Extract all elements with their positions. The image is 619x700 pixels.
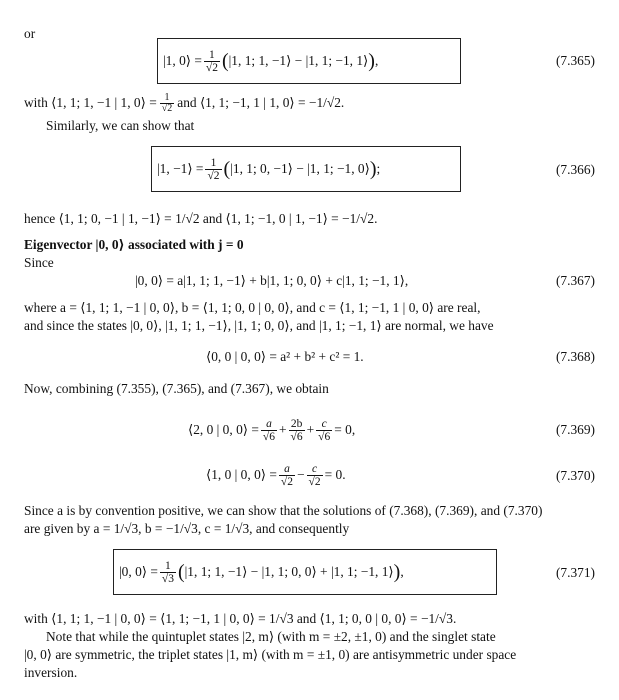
eq-371-number: (7.371) — [555, 565, 595, 580]
eq-369-tail: = 0, — [334, 422, 356, 437]
eq-370 — [206, 456, 346, 494]
eq-370-tail: = 0. — [324, 467, 346, 482]
eq-369-f2-den: √6 — [290, 430, 303, 443]
para-8-line4: inversion. — [24, 665, 78, 680]
para-2: Similarly, we can show that — [46, 118, 195, 133]
para-3: hence ⟨1, 1; 0, −1 | 1, −1⟩ = 1/√2 and ⟨1, 1; −1, 0 | 1, −1⟩ = −1/√2. — [24, 211, 378, 226]
eq-369-f1-den: √6 — [262, 430, 275, 443]
eq-368: ⟨0, 0 | 0, 0⟩ = a² + b² + c² = 1. — [206, 349, 364, 364]
eq-365-tail: , — [374, 53, 379, 68]
para-8-line1: with ⟨1, 1; 1, −1 | 0, 0⟩ = ⟨1, 1; −1, 1 | 0, 0⟩ = 1/√3 and ⟨1, 1; 0, 0 | 0, 0⟩ = −1/√3. — [24, 611, 457, 626]
eq-369-f1-num: a — [266, 417, 272, 430]
eq-370-f1-num: a — [284, 462, 290, 475]
eq-369-op1: + — [278, 422, 287, 437]
eq-365-lhs: |1, 0⟩ = — [163, 53, 202, 68]
eq-366-rhs: |1, 1; 0, −1⟩ − |1, 1; −1, 0⟩ — [230, 161, 370, 176]
para-6: Now, combining (7.355), (7.365), and (7.367), we obtain — [24, 381, 329, 396]
eq-371-close-paren: ) — [393, 560, 401, 583]
eq-369-f3-num: c — [321, 417, 327, 430]
eq-371-open-paren: ( — [177, 560, 185, 583]
eq-371 — [119, 554, 404, 590]
eq-369-f3-den: √6 — [318, 430, 331, 443]
eq-366-number: (7.366) — [555, 162, 595, 177]
eq-366-close-paren: ) — [369, 157, 377, 180]
eq-365-frac-den: √2 — [205, 61, 218, 74]
eq-365-number: (7.365) — [555, 53, 595, 68]
eq-365-open-paren: ( — [221, 49, 229, 72]
eq-369-number: (7.369) — [555, 422, 595, 437]
para-1-frac-num: 1 — [164, 91, 170, 103]
eq-369 — [188, 411, 355, 449]
eq-367-number: (7.367) — [555, 273, 595, 288]
eq-369-frac-2 — [289, 418, 305, 443]
eq-366-lhs: |1, −1⟩ = — [157, 161, 204, 176]
para-7-line1: Since a is by convention positive, we can show that the solutions of (7.368), (7.369), and (7.370) — [24, 503, 543, 518]
section-heading: Eigenvector |0, 0⟩ associated with j = 0 — [24, 237, 244, 252]
para-1-part2: and ⟨1, 1; −1, 1 | 1, 0⟩ = −1/√2. — [177, 95, 345, 110]
intro-text: or — [24, 26, 36, 41]
eq-370-f1-den: √2 — [280, 475, 293, 488]
eq-369-f2-num: 2b — [290, 417, 303, 430]
eq-366-frac-num: 1 — [210, 156, 217, 169]
eq-371-frac — [160, 560, 176, 585]
eq-369-op2: + — [306, 422, 315, 437]
eq-371-rhs: |1, 1; 1, −1⟩ − |1, 1; 0, 0⟩ + |1, 1; −1, 1⟩ — [184, 564, 394, 579]
eq-369-frac-3 — [316, 418, 332, 443]
eq-371-frac-num: 1 — [165, 559, 171, 572]
para-1-part1: with ⟨1, 1; 1, −1 | 1, 0⟩ = — [24, 95, 157, 110]
eq-370-lhs: ⟨1, 0 | 0, 0⟩ = — [206, 467, 277, 482]
eq-371-tail: , — [400, 564, 404, 579]
eq-365 — [163, 43, 378, 79]
eq-371-frac-den: √3 — [161, 572, 174, 585]
eq-369-lhs: ⟨2, 0 | 0, 0⟩ = — [188, 422, 259, 437]
eq-370-number: (7.370) — [555, 468, 595, 483]
eq-366-open-paren: ( — [223, 157, 231, 180]
eq-370-frac-1 — [279, 463, 295, 488]
para-1 — [24, 92, 344, 114]
eq-365-close-paren: ) — [368, 49, 375, 72]
eq-366-tail: ; — [376, 161, 381, 176]
para-5-line1: where a = ⟨1, 1; 1, −1 | 0, 0⟩, b = ⟨1, 1; 0, 0 | 0, 0⟩, and c = ⟨1, 1; −1, 1 | 0, 0⟩ are real, — [24, 300, 481, 315]
eq-365-rhs: |1, 1; 1, −1⟩ − |1, 1; −1, 1⟩ — [228, 53, 369, 68]
eq-369-frac-1 — [261, 418, 277, 443]
eq-370-f2-den: √2 — [308, 475, 321, 488]
eq-368-number: (7.368) — [555, 349, 595, 364]
para-7-line2: are given by a = 1/√3, b = −1/√3, c = 1/√3, and consequently — [24, 521, 350, 536]
para-5-line2: and since the states |0, 0⟩, |1, 1; 1, −1⟩, |1, 1; 0, 0⟩, and |1, 1; −1, 1⟩ are normal, we have — [24, 318, 494, 333]
eq-366-frac-den: √2 — [207, 169, 220, 182]
eq-370-f2-num: c — [312, 462, 318, 475]
eq-371-lhs: |0, 0⟩ = — [119, 564, 158, 579]
eq-366-frac — [205, 157, 221, 182]
eq-366 — [157, 151, 380, 187]
eq-367: |0, 0⟩ = a|1, 1; 1, −1⟩ + b|1, 1; 0, 0⟩ + c|1, 1; −1, 1⟩, — [135, 273, 409, 288]
eq-365-frac-num: 1 — [209, 48, 215, 61]
eq-370-op1: − — [296, 467, 305, 482]
para-8-line2: Note that while the quintuplet states |2, m⟩ (with m = ±2, ±1, 0) and the singlet state — [46, 629, 496, 644]
para-4: Since — [24, 255, 54, 270]
eq-365-frac — [204, 49, 220, 74]
para-1-frac-den: √2 — [161, 102, 173, 114]
para-1-frac — [160, 93, 175, 114]
para-8-line3: |0, 0⟩ are symmetric, the triplet states |1, m⟩ (with m = ±1, 0) are antisymmetric under space — [24, 647, 517, 662]
eq-370-frac-2 — [307, 463, 323, 488]
